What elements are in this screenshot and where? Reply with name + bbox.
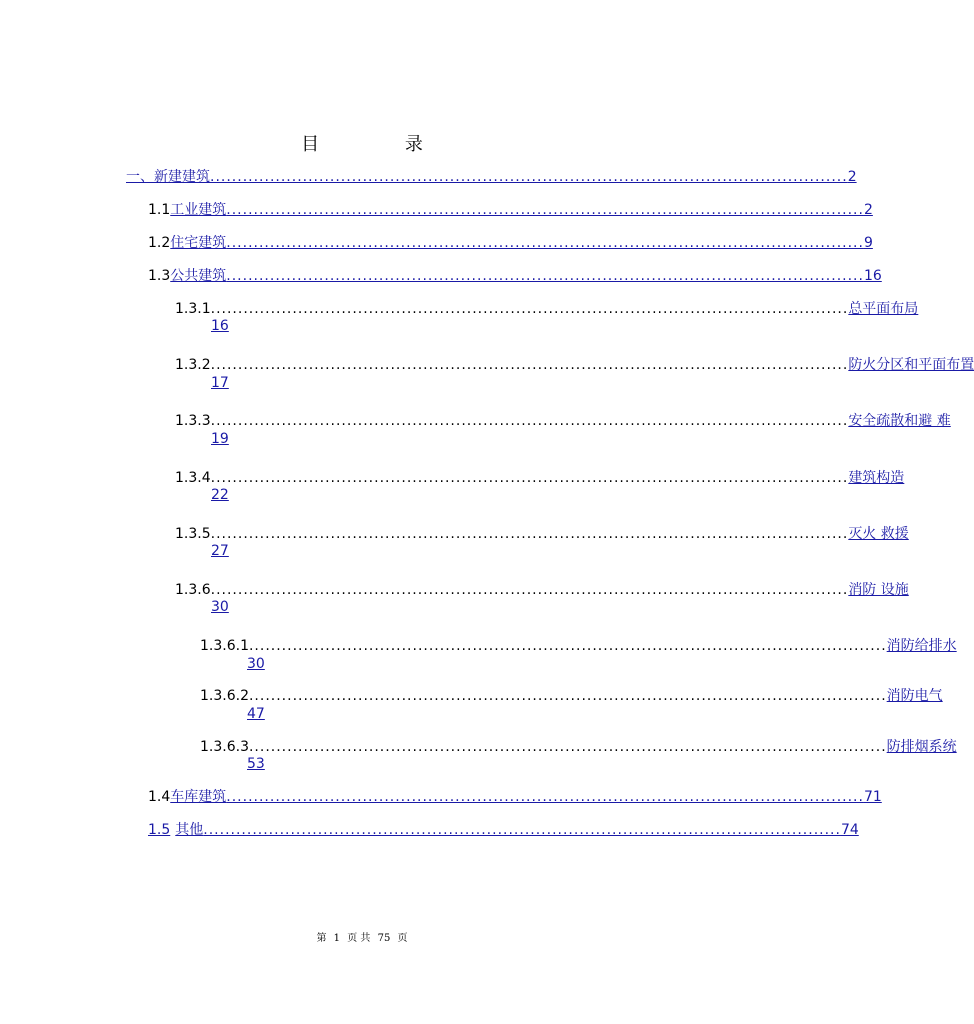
- toc-page[interactable]: 2: [863, 202, 873, 218]
- toc-leader: .....................................................................................................................: [210, 582, 849, 598]
- toc-entry[interactable]: [175, 582, 909, 598]
- toc-leader: .....................................................................................................................: [210, 301, 849, 317]
- toc-number: 1.3.6.1: [200, 638, 249, 654]
- toc-leader: .....................................................................................................................: [210, 413, 849, 429]
- toc-page[interactable]: 17: [211, 375, 229, 391]
- toc-entry[interactable]: [175, 301, 919, 317]
- toc-page[interactable]: 71: [863, 789, 882, 805]
- toc-page[interactable]: 2: [847, 169, 857, 185]
- toc-entry[interactable]: [175, 470, 905, 486]
- toc-number: 1.3.5: [175, 526, 211, 542]
- toc-label[interactable]: 建筑构造: [848, 470, 905, 486]
- toc-leader: .....................................................................................................................: [210, 357, 849, 373]
- toc-page[interactable]: 53: [247, 756, 265, 772]
- toc-page[interactable]: 22: [211, 487, 229, 503]
- toc-label[interactable]: 防排烟系统: [886, 739, 957, 755]
- toc-label[interactable]: 消防 设施: [848, 582, 909, 598]
- toc-entry[interactable]: [148, 202, 873, 218]
- footer-suffix: 页: [397, 933, 408, 944]
- toc-number: 1.3.2: [175, 357, 211, 373]
- toc-number: 1.2: [148, 235, 171, 251]
- toc-entry[interactable]: [175, 526, 909, 542]
- toc-entry[interactable]: [148, 268, 882, 284]
- toc-page[interactable]: 9: [863, 235, 873, 251]
- toc-number: 1.3: [148, 268, 171, 284]
- page-footer: [0, 929, 724, 944]
- toc-entry[interactable]: [175, 413, 951, 429]
- footer-mid: 页 共: [347, 933, 371, 944]
- toc-number: 1.3.6.3: [200, 739, 249, 755]
- footer-current-page: 1: [333, 933, 341, 944]
- toc-leader: .....................................................................................................................: [226, 202, 864, 218]
- toc-label[interactable]: 公共建筑: [170, 268, 227, 284]
- toc-number: 1.3.4: [175, 470, 211, 486]
- toc-number: 1.3.3: [175, 413, 211, 429]
- toc-label[interactable]: 住宅建筑: [170, 235, 227, 251]
- toc-label[interactable]: 防火分区和平面布置: [848, 357, 974, 373]
- toc-page[interactable]: 74: [840, 822, 859, 838]
- toc-number: 1.3.6.2: [200, 688, 249, 704]
- toc-entry[interactable]: [200, 739, 957, 755]
- toc-leader: .....................................................................................................................: [210, 526, 849, 542]
- toc-leader: .....................................................................................................................: [226, 789, 864, 805]
- toc-label[interactable]: 一、新建建筑: [126, 169, 210, 185]
- footer-prefix: 第: [316, 933, 327, 944]
- toc-label[interactable]: 消防给排水: [886, 638, 957, 654]
- toc-label[interactable]: 其他: [175, 822, 204, 838]
- toc-entry[interactable]: [148, 789, 882, 805]
- toc-label[interactable]: 车库建筑: [170, 789, 227, 805]
- toc-leader: .....................................................................................................................: [226, 268, 864, 284]
- toc-leader: .....................................................................................................................: [248, 638, 887, 654]
- toc-entry[interactable]: [148, 822, 859, 838]
- toc-leader: .....................................................................................................................: [248, 688, 887, 704]
- toc-leader: .....................................................................................................................: [210, 169, 848, 185]
- toc-number: 1.3.1: [175, 301, 211, 317]
- toc-leader: .....................................................................................................................: [203, 822, 841, 838]
- page-title: 目 录: [301, 134, 463, 155]
- toc-page[interactable]: 27: [211, 543, 229, 559]
- toc-page[interactable]: 16: [863, 268, 882, 284]
- toc-page[interactable]: 30: [247, 656, 265, 672]
- toc-entry[interactable]: [148, 235, 873, 251]
- toc-number[interactable]: 1.5: [148, 822, 171, 838]
- toc-entry[interactable]: [126, 169, 857, 185]
- toc-leader: .....................................................................................................................: [226, 235, 864, 251]
- toc-entry[interactable]: [200, 638, 957, 654]
- toc-number: 1.1: [148, 202, 171, 218]
- toc-page[interactable]: 47: [247, 706, 265, 722]
- toc-entry[interactable]: [200, 688, 943, 704]
- toc-page[interactable]: 19: [211, 431, 229, 447]
- toc-number: 1.3.6: [175, 582, 211, 598]
- toc-leader: .....................................................................................................................: [210, 470, 849, 486]
- toc-leader: .....................................................................................................................: [248, 739, 887, 755]
- toc-entry[interactable]: [175, 357, 974, 373]
- toc-label[interactable]: 消防电气: [886, 688, 943, 704]
- toc-page[interactable]: 30: [211, 599, 229, 615]
- toc-label[interactable]: 灭火 救援: [848, 526, 909, 542]
- toc-label[interactable]: 工业建筑: [170, 202, 227, 218]
- toc-label[interactable]: 安全疏散和避 难: [848, 413, 951, 429]
- toc-page[interactable]: 16: [211, 318, 229, 334]
- toc-number: 1.4: [148, 789, 171, 805]
- toc-label[interactable]: 总平面布局: [848, 301, 919, 317]
- footer-total-pages: 75: [377, 933, 391, 944]
